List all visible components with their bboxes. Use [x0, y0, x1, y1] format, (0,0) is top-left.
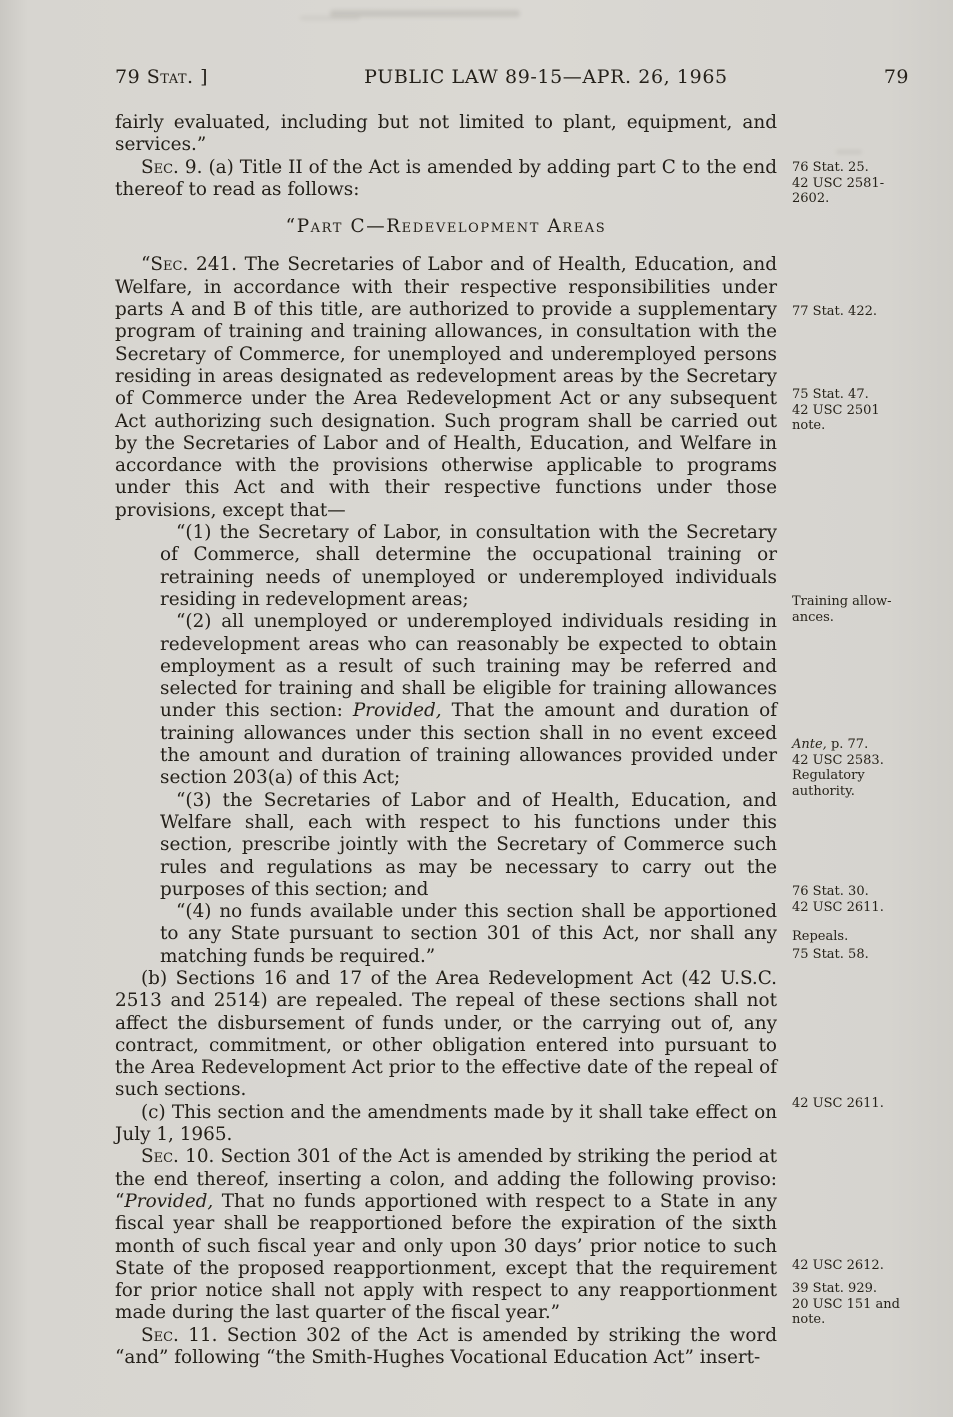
- margin-note: [792, 304, 942, 320]
- stat-volume-label: 79 Stat. ]: [115, 66, 209, 88]
- margin-note-line: [792, 768, 942, 784]
- text-run: Repeals.: [792, 929, 849, 944]
- text-run: 75 Stat. 47.: [792, 387, 869, 402]
- margin-note-line: [792, 784, 942, 800]
- margin-note: [792, 1258, 942, 1274]
- text-run: 76 Stat. 30.: [792, 884, 869, 899]
- paragraph: [160, 611, 777, 789]
- margin-note-line: [792, 884, 942, 900]
- paragraph: [115, 254, 777, 522]
- margin-note-line: [792, 403, 942, 419]
- text-run: fairly evaluated, including but not limited to plant, equipment, and services.”: [115, 112, 777, 156]
- margin-note-line: [792, 304, 942, 320]
- text-run: “: [141, 254, 151, 276]
- text-run: 39 Stat. 929.: [792, 1281, 877, 1296]
- margin-note-line: [792, 1281, 942, 1297]
- margin-note: [792, 1096, 942, 1112]
- text-run: “(2) all unemployed or underemployed individuals residing in redevelopment areas who can reasonably be expected to obtain employment as a result of such training may be referred and selected for training and shall be eligible for training allowances under this section:: [160, 611, 777, 722]
- text-run: 11. Section 302 of the Act is amended by striking the word “and” following “the Smith-Hughes Vocational Education Act” insert-: [115, 1324, 777, 1369]
- text-run: ances.: [792, 609, 834, 625]
- text-run: 241. The Secretaries of Labor and of Health, Education, and Welfare, in accordance with their respective responsibilities under parts A and B of this title, are authorized to provide a supplementary program of training and training allowances, in consultation with the Secretary of Commerce, for unemployed and underemployed persons residing in areas designated as redevelopment areas by the Secretary of Commerce under the Area Redevelopment Act or any subsequent Act authorizing such designation. Such program shall be carried out by the Secretaries of Labor and of Health, Education, and Welfare in accordance with the provisions otherwise applicable to programs under this Act and with their respective functions under those provisions, except that—: [115, 254, 777, 521]
- text-run: Training allow-: [792, 594, 892, 609]
- law-title: PUBLIC LAW 89-15—APR. 26, 1965: [364, 66, 728, 88]
- margin-note: [792, 768, 942, 799]
- text-run: “(4) no funds available under this section shall be apportioned to any State pursuant to section 301 of this Act, nor shall any matching funds be required.”: [160, 901, 777, 967]
- text-run: “: [285, 216, 297, 238]
- paragraph: [115, 1325, 777, 1370]
- text-run: Provided,: [124, 1190, 214, 1212]
- margin-note-line: [792, 191, 942, 207]
- text-run: Provided,: [352, 700, 442, 722]
- text-run: note.: [792, 418, 826, 434]
- margin-note-line: [792, 387, 942, 403]
- text-run: Sec.: [150, 254, 189, 276]
- text-run: 42 USC 2501: [792, 402, 880, 418]
- margin-note-line: [792, 737, 942, 753]
- text-run: That the amount and duration of training allowances under this section shall in no event exceed the amount and duration of training allowances provided under section 203(a) of this Act;: [160, 700, 777, 789]
- margin-note: [792, 1281, 942, 1328]
- text-run: Part C—Redevelopment Areas: [296, 216, 607, 238]
- text-run: 42 USC 2583.: [792, 752, 884, 768]
- scan-artifact: [300, 16, 360, 20]
- text-run: “(1) the Secretary of Labor, in consultation with the Secretary of Commerce, shall determine the occupational training or retraining needs of unemployed or underemployed individuals residing in redevelopment areas;: [160, 522, 777, 610]
- section-heading: [115, 216, 777, 238]
- margin-note: [792, 387, 942, 434]
- paragraph: [115, 968, 777, 1102]
- text-run: 77 Stat. 422.: [792, 304, 877, 319]
- paragraph: [115, 112, 777, 157]
- margin-note-line: [792, 610, 942, 626]
- margin-note-line: [792, 900, 942, 916]
- margin-note: [792, 947, 942, 963]
- margin-note: [792, 594, 942, 625]
- paragraph: [115, 157, 777, 202]
- paragraph: [115, 1146, 777, 1324]
- margin-note: [792, 929, 942, 945]
- margin-note: [792, 737, 942, 768]
- margin-note-line: [792, 947, 942, 963]
- text-run: 42 USC 2612.: [792, 1258, 884, 1273]
- text-run: Sec.: [141, 1146, 179, 1168]
- text-run: 42 USC 2611.: [792, 1096, 884, 1111]
- text-run: Regulatory: [792, 768, 865, 783]
- paragraph: [160, 522, 777, 611]
- text-run: 10. Section 301 of the Act is amended by striking the period at the end thereof, inserting a colon, and adding the following proviso: “: [115, 1146, 777, 1212]
- scan-artifact: [836, 150, 862, 154]
- margin-note-line: [792, 160, 942, 176]
- text-run: 9. (a) Title II of the Act is amended by adding part C to the end thereof to read as follows:: [115, 156, 777, 200]
- paragraph: [160, 901, 777, 968]
- text-run: 2602.: [792, 191, 830, 207]
- text-run: Sec.: [141, 156, 179, 178]
- text-run: 75 Stat. 58.: [792, 947, 869, 962]
- text-run: (c) This section and the amendments made by it shall take effect on July 1, 1965.: [115, 1101, 777, 1146]
- text-run: p. 77.: [826, 737, 869, 752]
- text-run: 42 USC 2611.: [792, 899, 884, 915]
- paragraph: [160, 790, 777, 901]
- margin-note: [792, 160, 942, 207]
- text-run: note.: [792, 1312, 826, 1328]
- margin-note: [792, 884, 942, 915]
- text-run: (b) Sections 16 and 17 of the Area Redevelopment Act (42 U.S.C. 2513 and 2514) are repealed. The repeal of these sections shall not affect the disbursement of funds under, or the carrying out of, any contract, commitment, or other obligation entered into pursuant to the Area Redevelopment Act prior to the effective date of the repeal of such sections.: [115, 967, 777, 1101]
- text-run: Sec.: [141, 1324, 179, 1346]
- page-number: 79: [883, 66, 909, 88]
- page-header: [115, 66, 909, 88]
- text-run: “(3) the Secretaries of Labor and of Health, Education, and Welfare shall, each with respect to his functions under this section, prescribe jointly with the Secretary of Commerce such rules and regulations as may be necessary to carry out the purposes of this section; and: [160, 789, 777, 900]
- margin-note-line: [792, 753, 942, 769]
- margin-note-line: [792, 1096, 942, 1112]
- main-column: [115, 112, 777, 1369]
- margin-note-line: [792, 176, 942, 192]
- text-run: Ante,: [792, 737, 827, 752]
- margin-note-line: [792, 1258, 942, 1274]
- margin-note-line: [792, 1297, 942, 1313]
- text-run: 76 Stat. 25.: [792, 160, 869, 175]
- text-run: 20 USC 151 and: [792, 1296, 901, 1312]
- margin-note-line: [792, 418, 942, 434]
- paragraph: [115, 1102, 777, 1147]
- margin-note-line: [792, 594, 942, 610]
- text-run: 42 USC 2581-: [792, 175, 885, 191]
- text-run: That no funds apportioned with respect to a State in any fiscal year shall be reapportioned before the expiration of the sixth month of such fiscal year and only upon 30 days’ prior notice to such State of the proposed reapportionment, except that the requirement for prior notice shall not apply with respect to any reapportionment made during the last quarter of the fiscal year.”: [115, 1190, 777, 1324]
- text-run: authority.: [792, 783, 855, 799]
- margin-note-line: [792, 1312, 942, 1328]
- margin-note-line: [792, 929, 942, 945]
